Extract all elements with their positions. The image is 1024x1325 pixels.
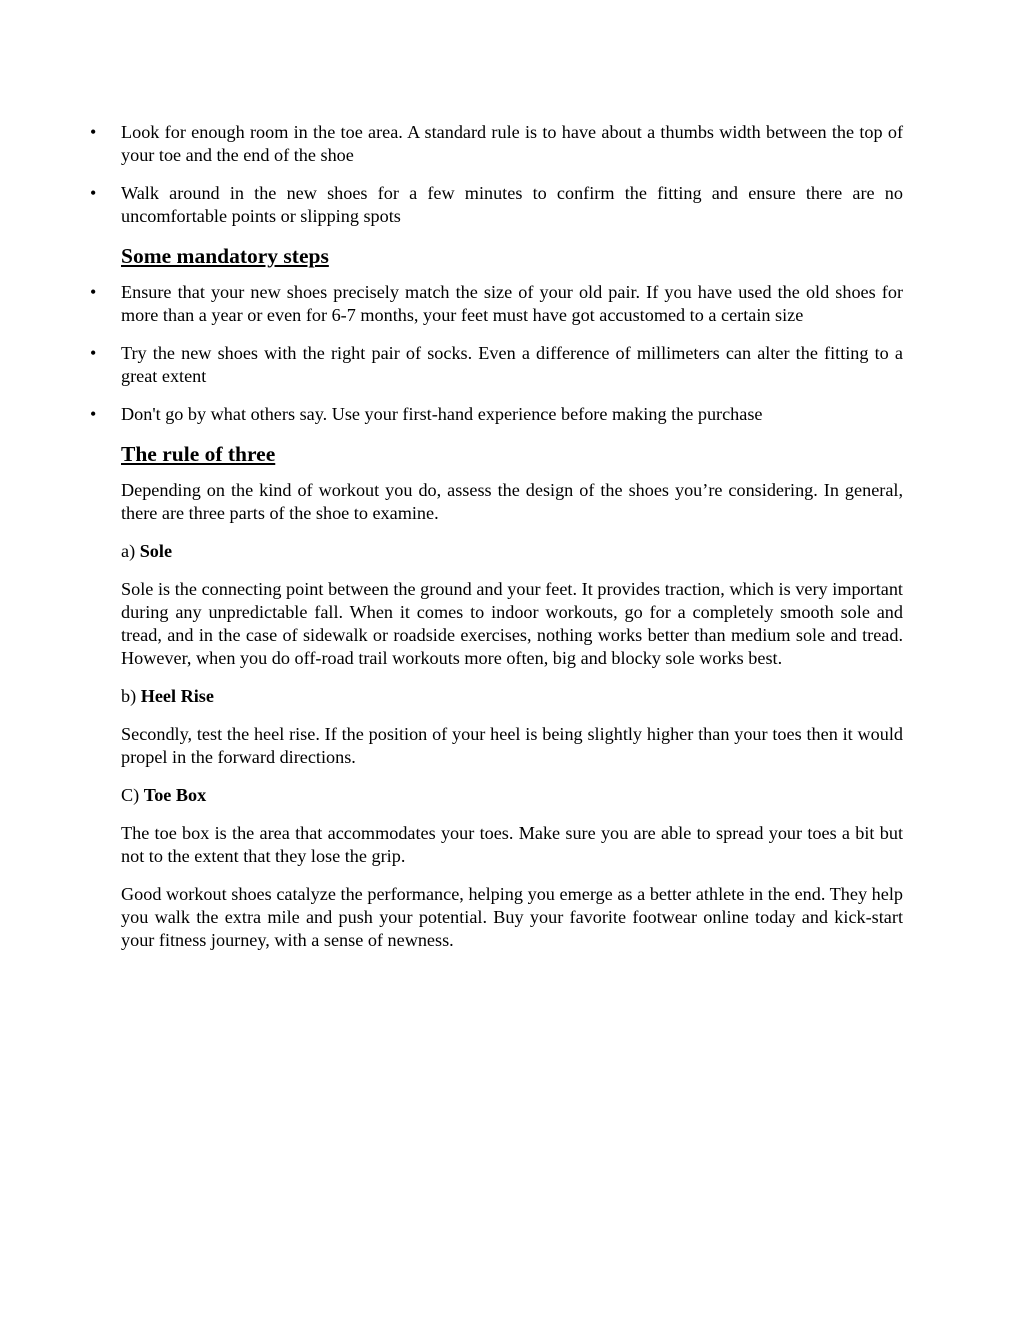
part-paragraph-heel-rise: Secondly, test the heel rise. If the position of your heel is being slightly higher than your toes then it would propel in the forward directions.: [121, 724, 903, 767]
part-label-toe-box: [121, 784, 903, 807]
conclusion-paragraph: Good workout shoes catalyze the performance, helping you emerge as a better athlete in the end. They help you walk the extra mile and push your potential. Buy your favorite footwear online today and kick-start your fitness journey, with a sense of newness.: [121, 884, 903, 950]
part-label-sole: [121, 540, 903, 563]
part-title: Sole: [139, 541, 173, 561]
part-paragraph-sole: Sole is the connecting point between the ground and your feet. It provides traction, which is very important during any unpredictable fall. When it comes to indoor workouts, go for a completely smooth sole and tread, and in the case of sidewalk or roadside exercises, nothing works better than medium sole and tread. However, when you do off-road trail workouts more often, big and blocky sole works best.: [121, 579, 903, 668]
part-prefix: a): [121, 541, 140, 561]
bullet-item: • Try the new shoes with the right pair of socks. Even a difference of millimeters can alter the fitting to a great extent: [121, 342, 903, 388]
part-paragraph-toe-box: The toe box is the area that accommodates your toes. Make sure you are able to spread your toes a bit but not to the extent that they lose the grip.: [121, 823, 903, 866]
part-title: Heel Rise: [140, 686, 214, 706]
part-title: Toe Box: [143, 785, 207, 805]
bullet-item: • Ensure that your new shoes precisely match the size of your old pair. If you have used the old shoes for more than a year or even for 6-7 months, your feet must have got accustomed to a certain size: [121, 281, 903, 327]
part-label-heel-rise: [121, 685, 903, 708]
top-bullet-list: [121, 121, 903, 228]
mandatory-steps-list: [121, 281, 903, 426]
bullet-item: • Walk around in the new shoes for a few minutes to confirm the fitting and ensure there are no uncomfortable points or slipping spots: [121, 182, 903, 228]
intro-paragraph: Depending on the kind of workout you do, assess the design of the shoes you’re considering. In general, there are three parts of the shoe to examine.: [121, 480, 903, 523]
bullet-item: • Look for enough room in the toe area. A standard rule is to have about a thumbs width between the top of your toe and the end of the shoe: [121, 121, 903, 167]
section-heading-mandatory-steps: Some mandatory steps: [121, 244, 329, 268]
section-heading-rule-of-three: The rule of three: [121, 442, 276, 466]
bullet-item: • Don't go by what others say. Use your first-hand experience before making the purchase: [121, 403, 903, 426]
document-page: [121, 121, 903, 967]
part-prefix: C): [121, 785, 144, 805]
part-prefix: b): [121, 686, 141, 706]
